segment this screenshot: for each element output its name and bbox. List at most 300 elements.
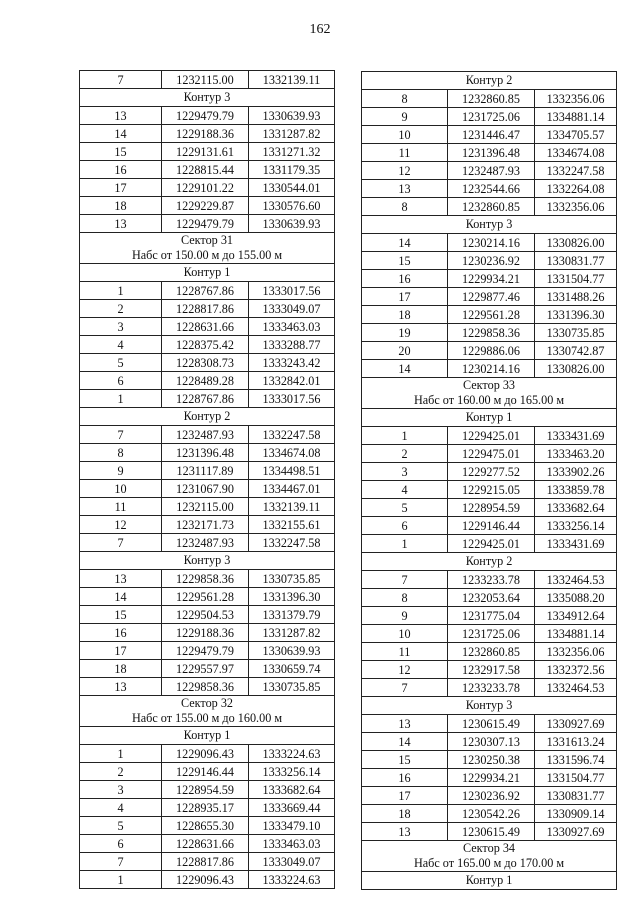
point-number-cell: 3 — [362, 463, 448, 481]
contour-header-row — [80, 89, 335, 107]
contour-header — [362, 553, 617, 571]
y-coordinate-cell: 1333463.03 — [249, 318, 335, 336]
y-coordinate-cell: 1331379.79 — [249, 606, 335, 624]
coordinate-row — [80, 853, 335, 871]
sector-header-row — [362, 378, 617, 409]
y-coordinate-cell: 1332356.06 — [535, 90, 617, 108]
point-number-cell: 15 — [80, 143, 162, 161]
coordinate-row — [362, 198, 617, 216]
contour-header-row — [80, 552, 335, 570]
x-coordinate-cell: 1229561.28 — [448, 306, 535, 324]
y-coordinate-cell: 1331287.82 — [249, 125, 335, 143]
y-coordinate-cell: 1331613.24 — [535, 733, 617, 751]
x-coordinate-cell: 1230542.26 — [448, 805, 535, 823]
point-number-cell: 18 — [80, 197, 162, 215]
y-coordinate-cell: 1333224.63 — [249, 871, 335, 889]
point-number-cell: 4 — [80, 336, 162, 354]
y-coordinate-cell: 1331596.74 — [535, 751, 617, 769]
point-number-cell: 17 — [362, 787, 448, 805]
point-number-cell: 16 — [362, 769, 448, 787]
y-coordinate-cell: 1330639.93 — [249, 107, 335, 125]
y-coordinate-cell: 1333682.64 — [535, 499, 617, 517]
contour-header — [362, 697, 617, 715]
coordinate-row — [80, 372, 335, 390]
point-number-cell: 16 — [362, 270, 448, 288]
y-coordinate-cell: 1333859.78 — [535, 481, 617, 499]
sector-header — [80, 233, 335, 264]
contour-header — [80, 89, 335, 107]
y-coordinate-cell: 1330735.85 — [249, 678, 335, 696]
x-coordinate-cell: 1231117.89 — [162, 462, 249, 480]
contour-header — [80, 552, 335, 570]
coordinate-row — [362, 769, 617, 787]
y-coordinate-cell: 1335088.20 — [535, 589, 617, 607]
coordinate-row — [80, 660, 335, 678]
y-coordinate-cell: 1333669.44 — [249, 799, 335, 817]
coordinate-row — [362, 288, 617, 306]
point-number-cell: 14 — [362, 234, 448, 252]
y-coordinate-cell: 1332356.06 — [535, 198, 617, 216]
point-number-cell: 10 — [80, 480, 162, 498]
x-coordinate-cell: 1233233.78 — [448, 679, 535, 697]
point-number-cell: 20 — [362, 342, 448, 360]
point-number-cell: 6 — [80, 372, 162, 390]
y-coordinate-cell: 1333431.69 — [535, 427, 617, 445]
x-coordinate-cell: 1232917.58 — [448, 661, 535, 679]
point-number-cell: 1 — [80, 390, 162, 408]
table-body — [80, 71, 335, 889]
coordinate-row — [80, 606, 335, 624]
x-coordinate-cell: 1229215.05 — [448, 481, 535, 499]
point-number-cell: 15 — [362, 252, 448, 270]
contour-header — [362, 409, 617, 427]
y-coordinate-cell: 1333463.20 — [535, 445, 617, 463]
point-number-cell: 5 — [80, 817, 162, 835]
x-coordinate-cell: 1228954.59 — [162, 781, 249, 799]
point-number-cell: 8 — [362, 198, 448, 216]
x-coordinate-cell: 1230615.49 — [448, 823, 535, 841]
contour-header-row — [362, 216, 617, 234]
sector-header-row — [80, 233, 335, 264]
y-coordinate-cell: 1330927.69 — [535, 823, 617, 841]
x-coordinate-cell: 1229858.36 — [162, 570, 249, 588]
coordinate-row — [362, 751, 617, 769]
point-number-cell: 3 — [80, 781, 162, 799]
coordinate-row — [80, 516, 335, 534]
point-number-cell: 6 — [362, 517, 448, 535]
point-number-cell: 13 — [362, 715, 448, 733]
coordinate-row — [362, 715, 617, 733]
point-number-cell: 18 — [362, 306, 448, 324]
y-coordinate-cell: 1330639.93 — [249, 215, 335, 233]
x-coordinate-cell: 1228767.86 — [162, 282, 249, 300]
point-number-cell: 13 — [362, 180, 448, 198]
x-coordinate-cell: 1229479.79 — [162, 642, 249, 660]
y-coordinate-cell: 1331504.77 — [535, 270, 617, 288]
point-number-cell: 7 — [80, 534, 162, 552]
y-coordinate-cell: 1333017.56 — [249, 282, 335, 300]
point-number-cell: 14 — [80, 588, 162, 606]
x-coordinate-cell: 1231725.06 — [448, 625, 535, 643]
x-coordinate-cell: 1230214.16 — [448, 360, 535, 378]
y-coordinate-cell: 1330639.93 — [249, 642, 335, 660]
coordinate-row — [80, 143, 335, 161]
coordinate-row — [80, 480, 335, 498]
coordinate-row — [80, 179, 335, 197]
coordinate-row — [80, 444, 335, 462]
point-number-cell: 14 — [362, 733, 448, 751]
point-number-cell: 11 — [362, 643, 448, 661]
point-number-cell: 7 — [80, 71, 162, 89]
coordinate-row — [362, 679, 617, 697]
coordinate-row — [80, 624, 335, 642]
contour-title: Контур 3 — [465, 698, 513, 712]
coordinate-row — [362, 499, 617, 517]
y-coordinate-cell: 1333682.64 — [249, 781, 335, 799]
coordinate-row — [80, 426, 335, 444]
point-number-cell: 5 — [362, 499, 448, 517]
x-coordinate-cell: 1229101.22 — [162, 179, 249, 197]
coordinate-row — [80, 336, 335, 354]
coordinate-row — [362, 252, 617, 270]
point-number-cell: 10 — [362, 625, 448, 643]
sector-header — [80, 696, 335, 727]
x-coordinate-cell: 1228815.44 — [162, 161, 249, 179]
coordinate-row — [80, 570, 335, 588]
x-coordinate-cell: 1229479.79 — [162, 107, 249, 125]
y-coordinate-cell: 1332139.11 — [249, 498, 335, 516]
x-coordinate-cell: 1229475.01 — [448, 445, 535, 463]
coordinate-row — [362, 517, 617, 535]
x-coordinate-cell: 1229504.53 — [162, 606, 249, 624]
point-number-cell: 15 — [362, 751, 448, 769]
point-number-cell: 13 — [80, 107, 162, 125]
coordinate-row — [362, 571, 617, 589]
x-coordinate-cell: 1229146.44 — [162, 763, 249, 781]
x-coordinate-cell: 1232115.00 — [162, 71, 249, 89]
coordinate-row — [362, 342, 617, 360]
x-coordinate-cell: 1232115.00 — [162, 498, 249, 516]
x-coordinate-cell: 1228631.66 — [162, 318, 249, 336]
coordinate-row — [362, 607, 617, 625]
y-coordinate-cell: 1331488.26 — [535, 288, 617, 306]
contour-header-row — [362, 553, 617, 571]
x-coordinate-cell: 1231067.90 — [162, 480, 249, 498]
point-number-cell: 12 — [362, 661, 448, 679]
coordinate-row — [362, 823, 617, 841]
x-coordinate-cell: 1229146.44 — [448, 517, 535, 535]
x-coordinate-cell: 1229858.36 — [448, 324, 535, 342]
coordinate-row — [362, 463, 617, 481]
coordinates-table-left — [79, 70, 335, 889]
point-number-cell: 13 — [80, 678, 162, 696]
x-coordinate-cell: 1230214.16 — [448, 234, 535, 252]
contour-header — [80, 264, 335, 282]
x-coordinate-cell: 1228631.66 — [162, 835, 249, 853]
point-number-cell: 13 — [362, 823, 448, 841]
point-number-cell: 1 — [80, 871, 162, 889]
point-number-cell: 5 — [80, 354, 162, 372]
x-coordinate-cell: 1228655.30 — [162, 817, 249, 835]
y-coordinate-cell: 1333902.26 — [535, 463, 617, 481]
x-coordinate-cell: 1230236.92 — [448, 252, 535, 270]
x-coordinate-cell: 1231775.04 — [448, 607, 535, 625]
contour-header-row — [362, 872, 617, 890]
x-coordinate-cell: 1229096.43 — [162, 871, 249, 889]
contour-header — [362, 72, 617, 90]
y-coordinate-cell: 1330831.77 — [535, 252, 617, 270]
x-coordinate-cell: 1229934.21 — [448, 270, 535, 288]
x-coordinate-cell: 1231725.06 — [448, 108, 535, 126]
coordinate-row — [362, 180, 617, 198]
point-number-cell: 9 — [362, 108, 448, 126]
contour-title: Контур 3 — [183, 90, 231, 104]
y-coordinate-cell: 1332247.58 — [249, 426, 335, 444]
y-coordinate-cell: 1330544.01 — [249, 179, 335, 197]
contour-title: Контур 1 — [183, 265, 231, 279]
contour-header-row — [362, 72, 617, 90]
point-number-cell: 18 — [80, 660, 162, 678]
point-number-cell: 11 — [80, 498, 162, 516]
sector-title: Сектор 31 — [180, 233, 234, 247]
x-coordinate-cell: 1229886.06 — [448, 342, 535, 360]
x-coordinate-cell: 1231396.48 — [162, 444, 249, 462]
point-number-cell: 2 — [80, 763, 162, 781]
x-coordinate-cell: 1232544.66 — [448, 180, 535, 198]
point-number-cell: 17 — [362, 288, 448, 306]
contour-title: Контур 1 — [465, 873, 513, 887]
x-coordinate-cell: 1229479.79 — [162, 215, 249, 233]
y-coordinate-cell: 1333049.07 — [249, 853, 335, 871]
point-number-cell: 18 — [362, 805, 448, 823]
point-number-cell: 13 — [80, 215, 162, 233]
y-coordinate-cell: 1332372.56 — [535, 661, 617, 679]
point-number-cell: 8 — [80, 444, 162, 462]
coordinate-row — [362, 360, 617, 378]
coordinate-row — [362, 589, 617, 607]
contour-title: Контур 2 — [183, 409, 231, 423]
x-coordinate-cell: 1229561.28 — [162, 588, 249, 606]
coordinate-row — [80, 642, 335, 660]
y-coordinate-cell: 1332264.08 — [535, 180, 617, 198]
x-coordinate-cell: 1229229.87 — [162, 197, 249, 215]
point-number-cell: 16 — [80, 161, 162, 179]
point-number-cell: 7 — [80, 426, 162, 444]
contour-header-row — [362, 697, 617, 715]
y-coordinate-cell: 1333049.07 — [249, 300, 335, 318]
coordinate-row — [362, 481, 617, 499]
x-coordinate-cell: 1231446.47 — [448, 126, 535, 144]
point-number-cell: 4 — [362, 481, 448, 499]
coordinate-row — [362, 126, 617, 144]
y-coordinate-cell: 1330927.69 — [535, 715, 617, 733]
point-number-cell: 19 — [362, 324, 448, 342]
sector-header-row — [362, 841, 617, 872]
table-body — [362, 72, 617, 890]
coordinate-row — [362, 234, 617, 252]
y-coordinate-cell: 1330831.77 — [535, 787, 617, 805]
coordinate-row — [80, 300, 335, 318]
point-number-cell: 12 — [362, 162, 448, 180]
y-coordinate-cell: 1330576.60 — [249, 197, 335, 215]
coordinate-row — [80, 161, 335, 179]
contour-header-row — [80, 264, 335, 282]
x-coordinate-cell: 1229188.36 — [162, 125, 249, 143]
y-coordinate-cell: 1332139.11 — [249, 71, 335, 89]
x-coordinate-cell: 1228817.86 — [162, 853, 249, 871]
x-coordinate-cell: 1228935.17 — [162, 799, 249, 817]
coordinate-row — [362, 643, 617, 661]
x-coordinate-cell: 1232053.64 — [448, 589, 535, 607]
coordinate-row — [362, 270, 617, 288]
y-coordinate-cell: 1333479.10 — [249, 817, 335, 835]
coordinate-row — [362, 108, 617, 126]
sector-header-row — [80, 696, 335, 727]
y-coordinate-cell: 1331271.32 — [249, 143, 335, 161]
contour-header-row — [80, 408, 335, 426]
y-coordinate-cell: 1330826.00 — [535, 234, 617, 252]
contour-header — [362, 872, 617, 890]
y-coordinate-cell: 1332842.01 — [249, 372, 335, 390]
x-coordinate-cell: 1232860.85 — [448, 198, 535, 216]
contour-header-row — [80, 727, 335, 745]
y-coordinate-cell: 1330659.74 — [249, 660, 335, 678]
y-coordinate-cell: 1331179.35 — [249, 161, 335, 179]
sector-header — [362, 378, 617, 409]
y-coordinate-cell: 1332356.06 — [535, 643, 617, 661]
y-coordinate-cell: 1333463.03 — [249, 835, 335, 853]
contour-header — [80, 727, 335, 745]
y-coordinate-cell: 1332247.58 — [535, 162, 617, 180]
x-coordinate-cell: 1232860.85 — [448, 643, 535, 661]
y-coordinate-cell: 1332464.53 — [535, 679, 617, 697]
coordinate-row — [80, 197, 335, 215]
point-number-cell: 13 — [80, 570, 162, 588]
y-coordinate-cell: 1334467.01 — [249, 480, 335, 498]
x-coordinate-cell: 1232487.93 — [448, 162, 535, 180]
coordinate-row — [80, 498, 335, 516]
x-coordinate-cell: 1228308.73 — [162, 354, 249, 372]
y-coordinate-cell: 1333017.56 — [249, 390, 335, 408]
x-coordinate-cell: 1229131.61 — [162, 143, 249, 161]
x-coordinate-cell: 1229277.52 — [448, 463, 535, 481]
point-number-cell: 6 — [80, 835, 162, 853]
contour-title: Контур 1 — [465, 410, 513, 424]
point-number-cell: 10 — [362, 126, 448, 144]
point-number-cell: 1 — [80, 282, 162, 300]
point-number-cell: 14 — [362, 360, 448, 378]
sector-title: Сектор 32 — [180, 696, 234, 710]
x-coordinate-cell: 1228767.86 — [162, 390, 249, 408]
coordinate-row — [362, 625, 617, 643]
coordinate-row — [362, 324, 617, 342]
coordinate-row — [362, 162, 617, 180]
contour-title: Контур 2 — [465, 554, 513, 568]
x-coordinate-cell: 1229188.36 — [162, 624, 249, 642]
y-coordinate-cell: 1334881.14 — [535, 108, 617, 126]
coordinate-row — [80, 534, 335, 552]
y-coordinate-cell: 1333256.14 — [249, 763, 335, 781]
height-range: Набс от 155.00 м до 160.00 м — [131, 711, 283, 725]
y-coordinate-cell: 1330735.85 — [535, 324, 617, 342]
y-coordinate-cell: 1332155.61 — [249, 516, 335, 534]
point-number-cell: 2 — [362, 445, 448, 463]
coordinate-row — [80, 215, 335, 233]
y-coordinate-cell: 1330742.87 — [535, 342, 617, 360]
y-coordinate-cell: 1332247.58 — [249, 534, 335, 552]
point-number-cell: 1 — [80, 745, 162, 763]
point-number-cell: 17 — [80, 179, 162, 197]
sector-header — [362, 841, 617, 872]
coordinate-row — [80, 282, 335, 300]
x-coordinate-cell: 1229934.21 — [448, 769, 535, 787]
coordinate-row — [362, 805, 617, 823]
coordinate-row — [80, 799, 335, 817]
point-number-cell: 16 — [80, 624, 162, 642]
point-number-cell: 1 — [362, 535, 448, 553]
point-number-cell: 8 — [362, 589, 448, 607]
x-coordinate-cell: 1233233.78 — [448, 571, 535, 589]
point-number-cell: 17 — [80, 642, 162, 660]
x-coordinate-cell: 1230307.13 — [448, 733, 535, 751]
coordinate-row — [80, 462, 335, 480]
point-number-cell: 15 — [80, 606, 162, 624]
contour-title: Контур 2 — [465, 73, 513, 87]
contour-title: Контур 3 — [465, 217, 513, 231]
coordinate-row — [362, 661, 617, 679]
page-number: 162 — [309, 22, 331, 37]
point-number-cell: 11 — [362, 144, 448, 162]
point-number-cell: 7 — [362, 571, 448, 589]
x-coordinate-cell: 1229858.36 — [162, 678, 249, 696]
contour-header — [362, 216, 617, 234]
height-range: Набс от 160.00 м до 165.00 м — [413, 393, 565, 407]
sector-title: Сектор 34 — [462, 841, 516, 855]
contour-header-row — [362, 409, 617, 427]
point-number-cell: 4 — [80, 799, 162, 817]
point-number-cell: 3 — [80, 318, 162, 336]
coordinate-row — [80, 390, 335, 408]
x-coordinate-cell: 1232487.93 — [162, 426, 249, 444]
y-coordinate-cell: 1330909.14 — [535, 805, 617, 823]
contour-title: Контур 1 — [183, 728, 231, 742]
coordinate-row — [80, 107, 335, 125]
y-coordinate-cell: 1333243.42 — [249, 354, 335, 372]
y-coordinate-cell: 1331504.77 — [535, 769, 617, 787]
coordinate-row — [80, 763, 335, 781]
y-coordinate-cell: 1331396.30 — [249, 588, 335, 606]
coordinate-row — [80, 678, 335, 696]
y-coordinate-cell: 1330826.00 — [535, 360, 617, 378]
contour-title: Контур 3 — [183, 553, 231, 567]
x-coordinate-cell: 1232487.93 — [162, 534, 249, 552]
point-number-cell: 12 — [80, 516, 162, 534]
y-coordinate-cell: 1334881.14 — [535, 625, 617, 643]
x-coordinate-cell: 1232860.85 — [448, 90, 535, 108]
y-coordinate-cell: 1334674.08 — [535, 144, 617, 162]
coordinate-row — [362, 445, 617, 463]
coordinate-row — [362, 90, 617, 108]
coordinate-row — [80, 781, 335, 799]
x-coordinate-cell: 1228817.86 — [162, 300, 249, 318]
coordinate-row — [362, 535, 617, 553]
coordinate-row — [80, 125, 335, 143]
x-coordinate-cell: 1229877.46 — [448, 288, 535, 306]
y-coordinate-cell: 1332464.53 — [535, 571, 617, 589]
height-range: Набс от 165.00 м до 170.00 м — [413, 856, 565, 870]
y-coordinate-cell: 1333256.14 — [535, 517, 617, 535]
x-coordinate-cell: 1229096.43 — [162, 745, 249, 763]
